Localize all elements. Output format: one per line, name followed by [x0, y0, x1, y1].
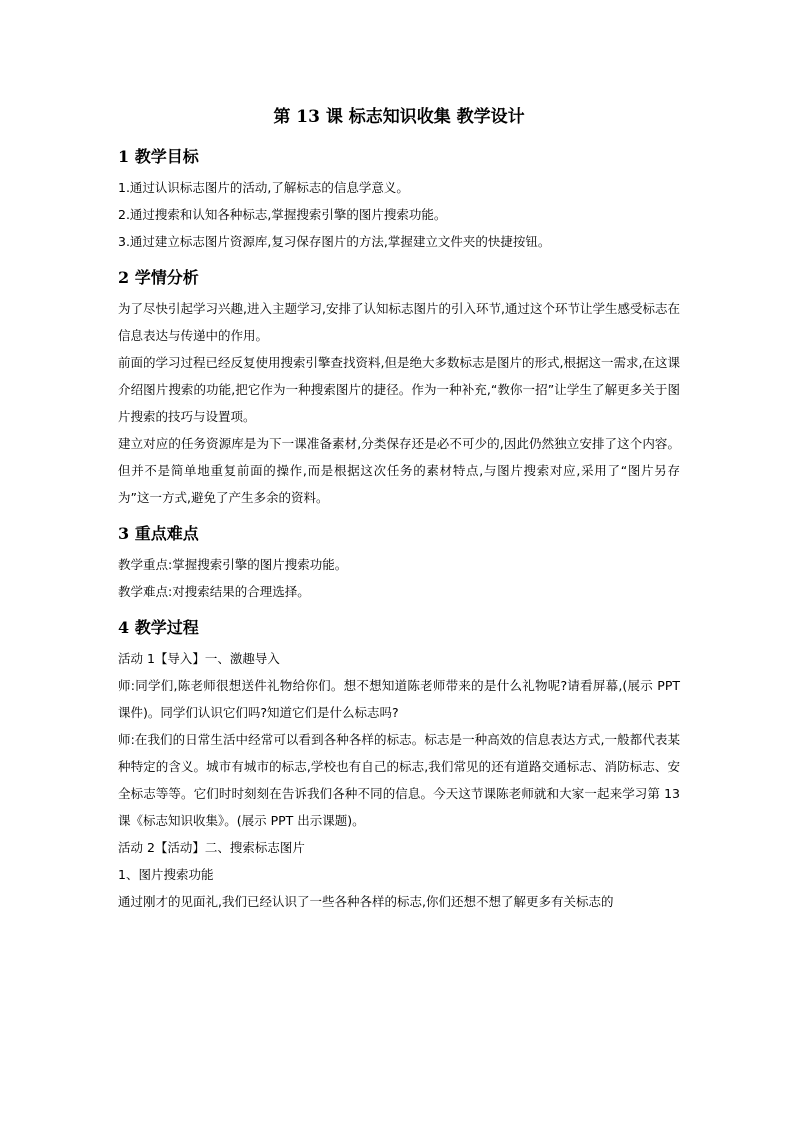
analysis-paragraph-3: 建立对应的任务资源库是为下一课准备素材,分类保存还是必不可少的,因此仍然独立安排了这个内容。但并不是简单地重复前面的操作,而是根据这次任务的素材特点,与图片搜索对应,采用了“图片另存为”这一方式,避免了产生多余的资料。 — [118, 436, 680, 505]
activity-2-title: 活动 2【活动】二、搜索标志图片 — [118, 840, 305, 855]
process-paragraph-3: 通过刚才的见面礼,我们已经认识了一些各种各样的标志,你们还想不想了解更多有关标志的 — [118, 894, 614, 909]
section-heading-analysis: 2 学情分析 — [118, 268, 199, 287]
analysis-paragraph-2: 前面的学习过程已经反复使用搜索引擎查找资料,但是绝大多数标志是图片的形式,根据这一需求,在这课介绍图片搜索的功能,把它作为一种搜索图片的捷径。作为一种补充,“教你一招”让学生了解更多关于图片搜索的技巧与设置项。 — [118, 355, 680, 424]
process-paragraph-2: 师:在我们的日常生活中经常可以看到各种各样的标志。标志是一种高效的信息表达方式,一般都代表某种特定的含义。城市有城市的标志,学校也有自己的标志,我们常见的还有道路交通标志、消防标志、安全标志等等。它们时时刻刻在告诉我们各种不同的信息。今天这节课陈老师就和大家一起来学习第 13 课《标志知识收集》。(展示 PPT 出示课题)。 — [118, 732, 680, 828]
analysis-paragraph-1: 为了尽快引起学习兴趣,进入主题学习,安排了认知标志图片的引入环节,通过这个环节让学生感受标志在信息表达与传递中的作用。 — [118, 301, 680, 343]
section-heading-objectives: 1 教学目标 — [118, 147, 199, 166]
document-page — [118, 100, 680, 915]
section-heading-process: 4 教学过程 — [118, 618, 199, 637]
objective-2: 2.通过搜索和认知各种标志,掌握搜索引擎的图片搜索功能。 — [118, 207, 447, 222]
objective-3: 3.通过建立标志图片资源库,复习保存图片的方法,掌握建立文件夹的快捷按钮。 — [118, 234, 551, 249]
objective-1: 1.通过认识标志图片的活动,了解标志的信息学意义。 — [118, 180, 409, 195]
document-title: 第 13 课 标志知识收集 教学设计 — [273, 107, 525, 127]
activity-1-title: 活动 1【导入】一、激趣导入 — [118, 651, 280, 666]
key-point: 教学重点:掌握搜索引擎的图片搜索功能。 — [118, 557, 348, 572]
section-heading-key-points: 3 重点难点 — [118, 524, 199, 543]
subsection-image-search: 1、图片搜索功能 — [118, 867, 214, 882]
process-paragraph-1: 师:同学们,陈老师很想送件礼物给你们。想不想知道陈老师带来的是什么礼物呢?请看屏幕,(展示 PPT 课件)。同学们认识它们吗?知道它们是什么标志吗? — [118, 678, 680, 720]
difficult-point: 教学难点:对搜索结果的合理选择。 — [118, 584, 310, 599]
